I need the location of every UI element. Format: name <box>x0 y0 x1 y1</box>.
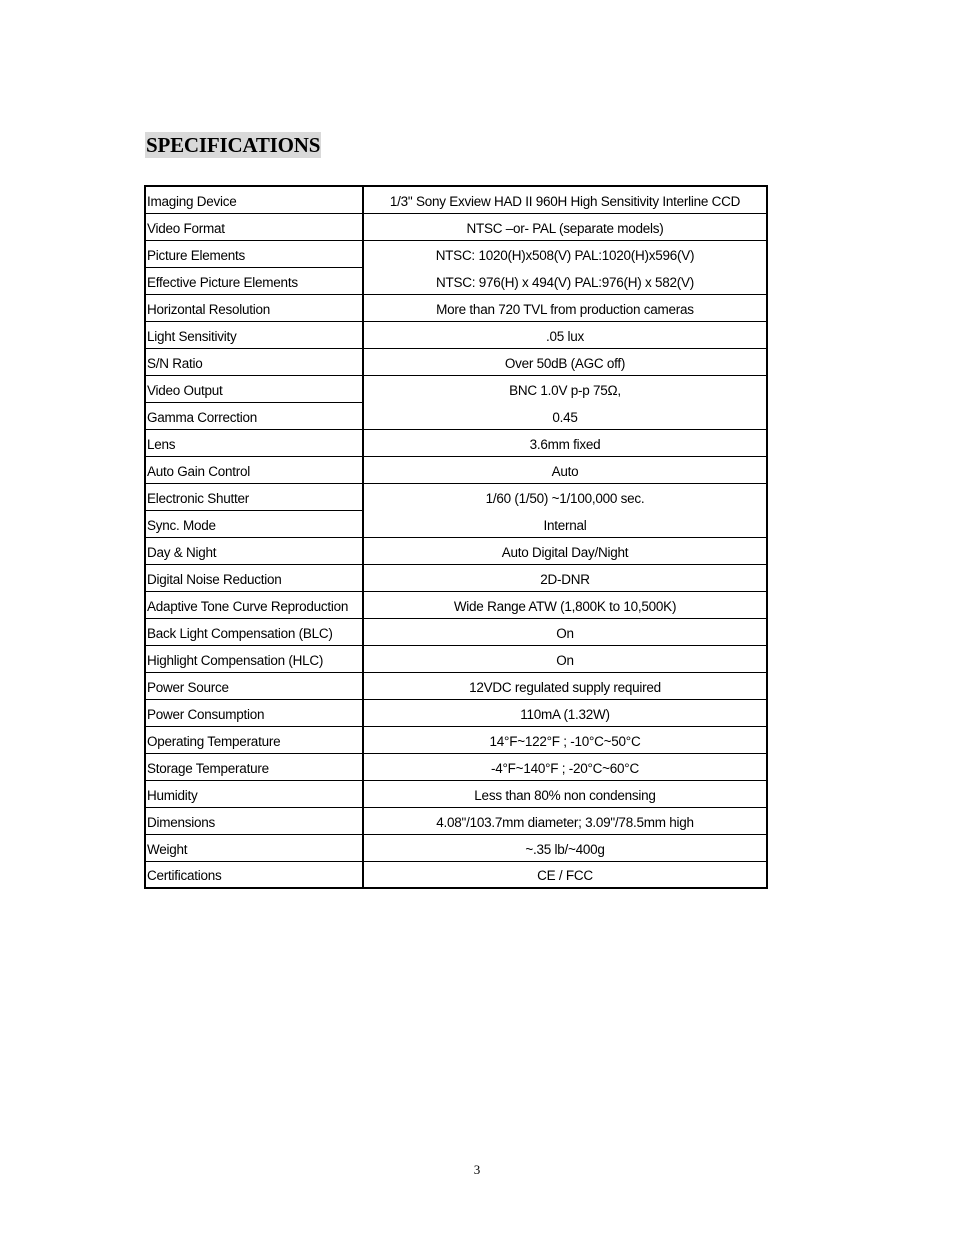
spec-value: Internal <box>363 510 767 537</box>
spec-value: Auto Digital Day/Night <box>363 537 767 564</box>
spec-value: 14°F~122°F ; -10°C~50°C <box>363 726 767 753</box>
spec-value: 3.6mm fixed <box>363 429 767 456</box>
table-row <box>145 348 767 375</box>
table-row <box>145 618 767 645</box>
spec-value: 1/3" Sony Exview HAD II 960H High Sensitivity Interline CCD <box>363 186 767 213</box>
spec-label: Digital Noise Reduction <box>145 564 363 591</box>
table-row <box>145 429 767 456</box>
table-row <box>145 483 767 510</box>
table-row <box>145 726 767 753</box>
spec-value: NTSC –or- PAL (separate models) <box>363 213 767 240</box>
spec-label: Day & Night <box>145 537 363 564</box>
spec-label: Certifications <box>145 861 363 888</box>
spec-label: Imaging Device <box>145 186 363 213</box>
table-row <box>145 240 767 267</box>
table-row <box>145 294 767 321</box>
table-row <box>145 510 767 537</box>
spec-value: On <box>363 645 767 672</box>
spec-label: Dimensions <box>145 807 363 834</box>
table-row <box>145 186 767 213</box>
table-row <box>145 645 767 672</box>
spec-label: Operating Temperature <box>145 726 363 753</box>
table-row <box>145 537 767 564</box>
spec-label: Picture Elements <box>145 240 363 267</box>
spec-label: S/N Ratio <box>145 348 363 375</box>
spec-label: Highlight Compensation (HLC) <box>145 645 363 672</box>
spec-label: Lens <box>145 429 363 456</box>
table-row <box>145 861 767 888</box>
spec-value: ~.35 lb/~400g <box>363 834 767 861</box>
spec-value: 0.45 <box>363 402 767 429</box>
spec-value: -4°F~140°F ; -20°C~60°C <box>363 753 767 780</box>
spec-label: Light Sensitivity <box>145 321 363 348</box>
spec-value: BNC 1.0V p-p 75Ω, <box>363 375 767 402</box>
table-row <box>145 402 767 429</box>
spec-value: 4.08"/103.7mm diameter; 3.09"/78.5mm high <box>363 807 767 834</box>
table-row <box>145 321 767 348</box>
table-row <box>145 591 767 618</box>
table-row <box>145 807 767 834</box>
table-row <box>145 672 767 699</box>
spec-label: Video Format <box>145 213 363 240</box>
spec-value: Over 50dB (AGC off) <box>363 348 767 375</box>
spec-label: Video Output <box>145 375 363 402</box>
spec-value: .05 lux <box>363 321 767 348</box>
table-row <box>145 213 767 240</box>
spec-label: Back Light Compensation (BLC) <box>145 618 363 645</box>
table-row <box>145 780 767 807</box>
spec-label: Sync. Mode <box>145 510 363 537</box>
spec-label: Power Source <box>145 672 363 699</box>
spec-label: Humidity <box>145 780 363 807</box>
spec-value: 1/60 (1/50) ~1/100,000 sec. <box>363 483 767 510</box>
spec-label: Power Consumption <box>145 699 363 726</box>
spec-label: Gamma Correction <box>145 402 363 429</box>
table-row <box>145 564 767 591</box>
table-row <box>145 456 767 483</box>
spec-value: More than 720 TVL from production cameras <box>363 294 767 321</box>
table-row <box>145 699 767 726</box>
spec-label: Storage Temperature <box>145 753 363 780</box>
table-row <box>145 834 767 861</box>
spec-label: Electronic Shutter <box>145 483 363 510</box>
spec-value: NTSC: 976(H) x 494(V) PAL:976(H) x 582(V) <box>363 267 767 294</box>
table-row <box>145 267 767 294</box>
spec-label: Auto Gain Control <box>145 456 363 483</box>
table-row <box>145 375 767 402</box>
spec-value: Less than 80% non condensing <box>363 780 767 807</box>
spec-value: 110mA (1.32W) <box>363 699 767 726</box>
spec-label: Horizontal Resolution <box>145 294 363 321</box>
spec-value: Auto <box>363 456 767 483</box>
spec-value: On <box>363 618 767 645</box>
spec-value: 2D-DNR <box>363 564 767 591</box>
spec-label: Weight <box>145 834 363 861</box>
specifications-table <box>144 185 768 889</box>
spec-label: Effective Picture Elements <box>145 267 363 294</box>
page-title: SPECIFICATIONS <box>146 133 321 157</box>
spec-value: NTSC: 1020(H)x508(V) PAL:1020(H)x596(V) <box>363 240 767 267</box>
spec-value: Wide Range ATW (1,800K to 10,500K) <box>363 591 767 618</box>
spec-value: CE / FCC <box>363 861 767 888</box>
spec-label: Adaptive Tone Curve Reproduction <box>145 591 363 618</box>
page-number: 3 <box>473 1162 481 1177</box>
table-row <box>145 753 767 780</box>
spec-value: 12VDC regulated supply required <box>363 672 767 699</box>
